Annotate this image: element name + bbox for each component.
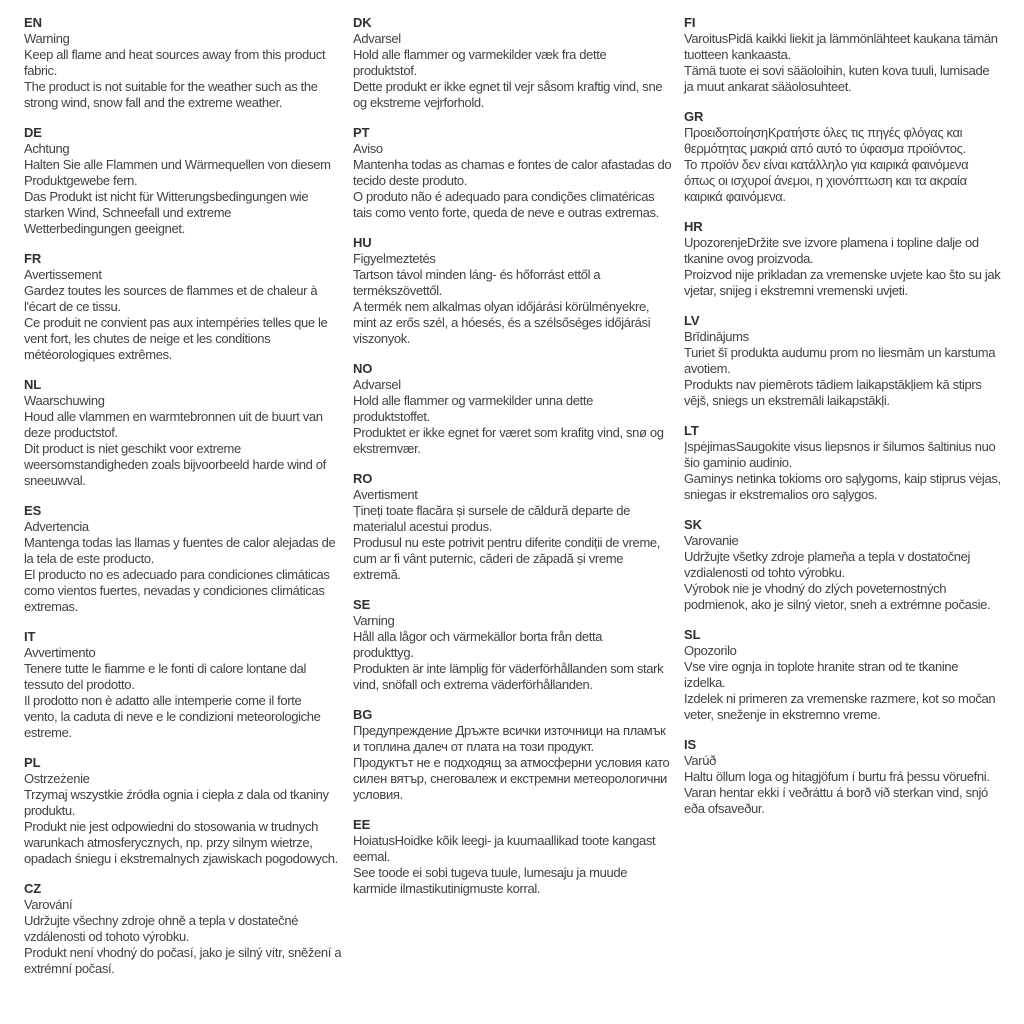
warning-text-line: Turiet šī produkta audumu prom no liesmām un karstuma [684,345,996,360]
warning-text-line: Ce produit ne convient pas aux intempéries telles que le [24,315,328,330]
language-code: EE [353,817,371,832]
language-section-EE [353,817,683,897]
language-section-DE [24,125,354,237]
warning-text-line: opadach śniegu i ekstremalnych zjawiskach pogodowych. [24,851,338,866]
warning-text-line: eemal. [353,849,390,864]
language-section-BG [353,707,683,803]
language-code: BG [353,707,373,722]
warning-text-line: eða ofsaveður. [684,801,765,816]
warning-text-line: Ostrzeżenie [24,771,90,786]
warning-text-line: Warning [24,31,70,46]
warning-text-line: Tämä tuote ei sovi sääoloihin, kuten kova tuuli, lumisade [684,63,990,78]
warning-text-line: Advarsel [353,377,401,392]
warning-text-line: extrémní počasí. [24,961,115,976]
warning-text-line: καιρικά φαινόμενα. [684,189,786,204]
warning-text-line: Il prodotto non è adatto alle intemperie come il forte [24,693,302,708]
warning-text-line: strong wind, snow fall and the extreme weather. [24,95,283,110]
warning-text-line: Hold alle flammer og varmekilder væk fra dette [353,47,607,62]
warning-text-line: θερμότητας μακριά από αυτό το ύφασμα προϊόντος. [684,141,966,156]
warning-text-line: veter, sneženje in ekstremno vreme. [684,707,881,722]
warning-text-line: Varování [24,897,73,912]
warning-text-line: Gaminys netinka tokioms oro sąlygoms, kaip stiprus vėjas, [684,471,1001,486]
warning-text-line: Advertencia [24,519,89,534]
language-section-LT [684,423,1014,503]
warning-text-line: vento, la caduta di neve e le condizioni meteorologiche [24,709,321,724]
language-section-CZ [24,881,354,977]
warning-text-line: Gardez toutes les sources de flammes et de chaleur à [24,283,318,298]
warning-text-line: Tenere tutte le fiamme e le fonti di calore lontane dal [24,661,307,676]
language-code: FR [24,251,42,266]
warning-text-line: Figyelmeztetés [353,251,436,266]
language-section-LV [684,313,1014,409]
warning-text-line: Haltu öllum loga og hitagjöfum í burtu frá þessu vöruefni. [684,769,990,784]
warning-text-line: šio gaminio audinio. [684,455,792,470]
warning-text-line: Aviso [353,141,383,156]
warning-text-line: Produkts nav piemērots tādiem laikapstākļiem kā stiprs [684,377,982,392]
language-section-HR [684,219,1014,299]
language-code: IS [684,737,697,752]
warning-text-line: vzdálenosti od tohoto výrobku. [24,929,190,944]
warning-text-line: mint az erős szél, a hóesés, és a szélsőséges időjárási [353,315,651,330]
warning-text-line: Продуктът не е подходящ за атмосферни условия като [353,755,670,770]
warning-text-line: Avvertimento [24,645,96,660]
warning-text-line: Produkt není vhodný do počasí, jako je silný vítr, sněžení a [24,945,342,960]
warning-text-line: warunkach atmosferycznych, np. przy silnym wietrze, [24,835,313,850]
warning-text-line: UpozorenjeDržite sve izvore plamena i topline dalje od [684,235,979,250]
language-code: SK [684,517,702,532]
warning-text-line: условия. [353,787,403,802]
language-code: LV [684,313,700,328]
language-code: HU [353,235,372,250]
warning-text-line: vind, snöfall och extrema väderförhållanden. [353,677,593,692]
warning-text-line: Proizvod nije prikladan za vremenske uvjete kao što su jak [684,267,1001,282]
warning-text-line: karmide ilmastikutinigmuste korral. [353,881,541,896]
warning-text-line: HoiatusHoidke kõik leegi- ja kuumaallikad toote kangast [353,833,656,848]
warning-text-line: Výrobok nie je vhodný do zlých poveternostných [684,581,947,596]
warning-text-line: The product is not suitable for the weather such as the [24,79,318,94]
warning-text-line: tais como vento forte, queda de neve e outras extremas. [353,205,659,220]
language-code: FI [684,15,696,30]
warning-text-line: deze productstof. [24,425,118,440]
language-code: SL [684,627,701,642]
language-section-NL [24,377,354,489]
warning-text-line: Halten Sie alle Flammen und Wärmequellen von diesem [24,157,331,172]
warning-text-line: Dette produkt er ikke egnet til vejr såsom kraftig vind, sne [353,79,663,94]
warning-text-line: Țineți toate flacăra și sursele de căldură departe de [353,503,631,518]
warning-text-line: Avertisment [353,487,418,502]
language-code: ES [24,503,42,518]
language-code: GR [684,109,704,124]
language-section-HU [353,235,683,347]
language-section-FR [24,251,354,363]
warning-text-line: Hold alle flammer og varmekilder unna dette [353,393,594,408]
warning-text-line: Varovanie [684,533,739,548]
warning-text-line: Предупреждение Дръжте всички източници на пламък [353,723,666,738]
warning-text-line: sneeuwval. [24,473,86,488]
warning-text-line: tuotteen kankaasta. [684,47,791,62]
warning-text-line: όπως οι ισχυροί άνεμοι, η χιονόπτωση και τα ακραία [684,173,967,188]
warning-text-line: силен вятър, снеговалеж и екстремни метеорологични [353,771,667,786]
warning-column-1 [24,15,354,991]
warning-text-line: ΠροειδοποίησηΚρατήστε όλες τις πηγές φλόγας και [684,125,963,140]
language-code: NL [24,377,42,392]
warning-text-line: izdelka. [684,675,726,690]
warning-text-line: sniegas ir ekstremalios oro sąlygos. [684,487,878,502]
warning-text-line: ekstremvær. [353,441,421,456]
warning-text-line: Varúð [684,753,716,768]
warning-text-line: Wetterbedingungen geeignet. [24,221,185,236]
warning-text-line: Achtung [24,141,70,156]
warning-text-line: Tartson távol minden láng- és hőforrást ettől a [353,267,601,282]
warning-text-line: ĮspėjimasSaugokite visus liepsnos ir šilumos šaltinius nuo [684,439,996,454]
warning-text-line: como vientos fuertes, nevadas y condiciones climáticas [24,583,325,598]
warning-text-line: Mantenga todas las llamas y fuentes de calor alejadas de [24,535,336,550]
warning-text-line: Varning [353,613,395,628]
warning-text-line: Udržujte všetky zdroje plameňa a tepla v dostatočnej [684,549,971,564]
language-code: CZ [24,881,42,896]
warning-text-line: Produsul nu este potrivit pentru diferite condiții de vreme, [353,535,661,550]
warning-column-3 [684,15,1014,831]
warning-text-line: viszonyok. [353,331,411,346]
warning-text-line: Houd alle vlammen en warmtebronnen uit de buurt van [24,409,323,424]
warning-text-line: A termék nem alkalmas olyan időjárási körülményekre, [353,299,650,314]
warning-text-line: ja muut ankarat sääolosuhteet. [684,79,852,94]
language-section-SL [684,627,1014,723]
language-section-SE [353,597,683,693]
warning-text-line: Varan hentar ekki í veðráttu á borð við sterkan vind, snjó [684,785,988,800]
language-section-GR [684,109,1014,205]
language-section-RO [353,471,683,583]
warning-text-line: avotiem. [684,361,731,376]
warning-text-line: produktstof. [353,63,417,78]
warning-text-line: Avertissement [24,267,102,282]
warning-text-line: materialul acestui produs. [353,519,493,534]
warning-text-line: Das Produkt ist nicht für Witterungsbedingungen wie [24,189,309,204]
warning-text-line: Keep all flame and heat sources away from this product [24,47,326,62]
warning-text-line: Håll alla lågor och värmekällor borta från detta [353,629,603,644]
warning-text-line: og ekstreme vejrforhold. [353,95,485,110]
warning-text-line: O produto não é adequado para condições climatéricas [353,189,655,204]
language-code: RO [353,471,373,486]
warning-text-line: vzdialenosti od tohto výrobku. [684,565,845,580]
warning-text-line: l'écart de ce tissu. [24,299,121,314]
warning-text-line: Το προϊόν δεν είναι κατάλληλο για καιρικά φαινόμενα [684,157,969,172]
warning-text-line: estreme. [24,725,72,740]
warning-text-line: tkanine ovog proizvoda. [684,251,814,266]
warning-text-line: Brīdinājums [684,329,749,344]
warning-text-line: extremă. [353,567,401,582]
warning-text-line: Waarschuwing [24,393,105,408]
warning-text-line: la tela de este producto. [24,551,155,566]
warning-text-line: termékszövettől. [353,283,443,298]
language-section-PT [353,125,683,221]
language-section-IT [24,629,354,741]
language-section-SK [684,517,1014,613]
warning-text-line: See toode ei sobi tugeva tuule, lumesaju ja muude [353,865,628,880]
warning-text-line: vējš, sniegs un ekstremāli laikapstākļi. [684,393,890,408]
language-code: IT [24,629,36,644]
warning-text-line: Izdelek ni primeren za vremenske razmere, kot so močan [684,691,996,706]
warning-text-line: Opozorilo [684,643,737,658]
warning-text-line: El producto no es adecuado para condiciones climáticas [24,567,330,582]
warning-text-line: Produktgewebe fern. [24,173,138,188]
language-section-IS [684,737,1014,817]
language-section-DK [353,15,683,111]
warning-text-line: fabric. [24,63,57,78]
warning-text-line: Dit product is niet geschikt voor extreme [24,441,241,456]
warning-text-line: и топлина далеч от плата на този продукт. [353,739,594,754]
warning-text-line: weersomstandigheden zoals bijvoorbeeld harde wind of [24,457,326,472]
language-code: SE [353,597,371,612]
warning-text-line: Produkt nie jest odpowiedni do stosowania w trudnych [24,819,318,834]
language-code: LT [684,423,699,438]
warning-column-2 [353,15,683,911]
warning-text-line: VaroitusPidä kaikki liekit ja lämmönlähteet kaukana tämän [684,31,998,46]
warning-text-line: cum ar fi vânt puternic, căderi de zăpadă și vreme [353,551,624,566]
language-section-FI [684,15,1014,95]
warning-text-line: podmienok, ako je silný vietor, sneh a extrémne počasie. [684,597,991,612]
warning-text-line: tecido deste produto. [353,173,468,188]
warning-text-line: Mantenha todas as chamas e fontes de calor afastadas do [353,157,672,172]
warning-text-line: starken Wind, Schneefall und extreme [24,205,232,220]
language-code: EN [24,15,42,30]
warning-text-line: vjetar, snijeg i ekstremni vremenski uvjeti. [684,283,908,298]
language-section-ES [24,503,354,615]
warning-text-line: produktstoffet. [353,409,430,424]
language-code: PT [353,125,370,140]
warning-text-line: Trzymaj wszystkie źródła ognia i ciepła z dala od tkaniny [24,787,329,802]
language-code: HR [684,219,703,234]
warning-text-line: Advarsel [353,31,401,46]
language-section-PL [24,755,354,867]
warning-text-line: produkttyg. [353,645,414,660]
warning-text-line: Udržujte všechny zdroje ohně a tepla v dostatečné [24,913,299,928]
warning-text-line: Produktet er ikke egnet for været som krafitg vind, snø og [353,425,664,440]
language-code: DK [353,15,372,30]
warning-text-line: vent fort, les chutes de neige et les conditions [24,331,271,346]
language-code: PL [24,755,41,770]
warning-text-line: Produkten är inte lämplig för väderförhållanden som stark [353,661,664,676]
warning-text-line: météorologiques extrêmes. [24,347,173,362]
warning-text-line: tessuto del prodotto. [24,677,135,692]
language-section-NO [353,361,683,457]
language-code: NO [353,361,373,376]
warning-text-line: extremas. [24,599,78,614]
warning-text-line: produktu. [24,803,76,818]
warning-text-line: Vse vire ognja in toplote hranite stran od te tkanine [684,659,959,674]
language-code: DE [24,125,42,140]
language-section-EN [24,15,354,111]
